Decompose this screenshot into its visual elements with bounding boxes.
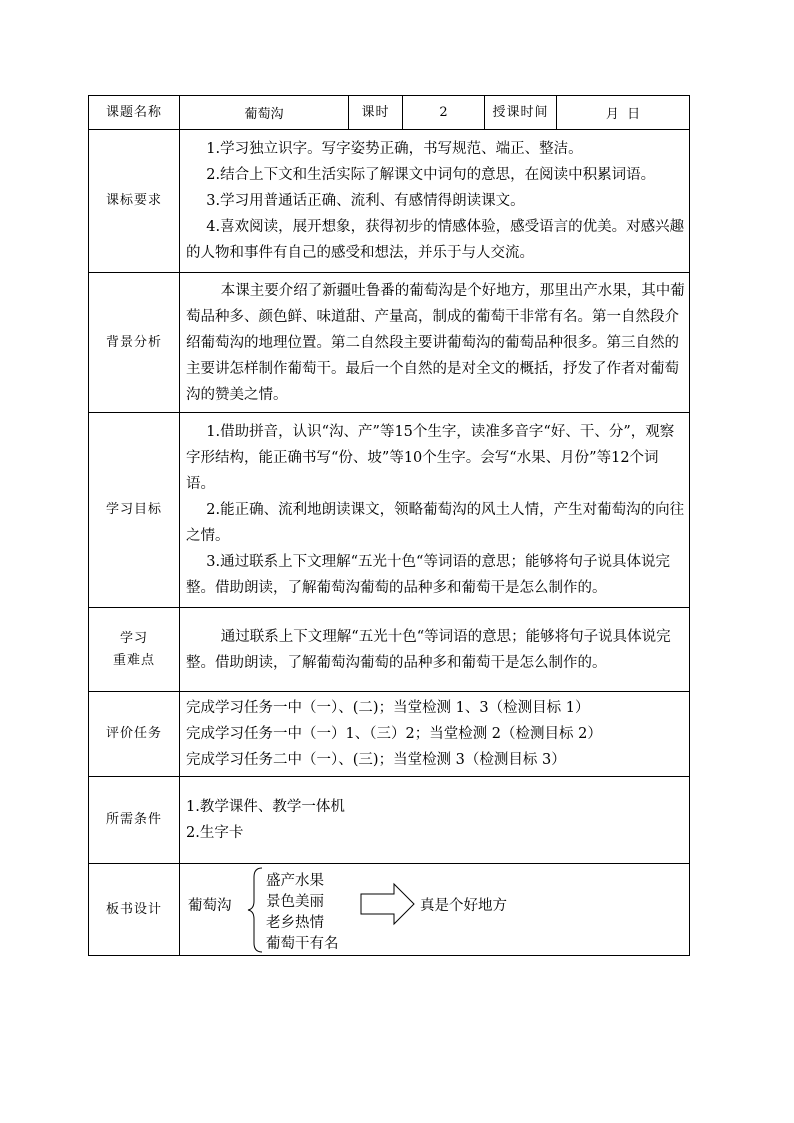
standards-row (89, 130, 690, 273)
evaluation-item: 完成学习任务一中（一）1、（三）2；当堂检测 2（检测目标 2） (186, 726, 602, 742)
topic-value: 葡萄沟 (180, 96, 349, 130)
standards-item: 4.喜欢阅读，展开想象，获得初步的情感体验，感受语言的优美。对感兴趣的人物和事件有自己的感受和想法，并乐于与人交流。 (186, 219, 685, 261)
key-points-label-line1: 学习 (119, 630, 148, 646)
background-row (89, 273, 690, 413)
goals-item: 3.通过联系上下文理解“五光十色“等词语的意思；能够将句子说具体说完整。借助朗读，了解葡萄沟葡萄的品种多和葡萄干是怎么制作的。 (186, 554, 670, 596)
evaluation-item: 完成学习任务二中（一）、(三)；当堂检测 3（检测目标 3） (186, 752, 566, 768)
topic-label: 课题名称 (89, 96, 180, 130)
board-item: 老乡热情 (266, 914, 324, 931)
standards-item: 1.学习独立识字。写字姿势正确，书写规范、端正、整洁。 (206, 141, 583, 157)
right-arrow-icon (360, 882, 416, 926)
board-items (266, 871, 339, 955)
goals-label: 学习目标 (89, 413, 180, 608)
hours-label: 课时 (349, 96, 403, 130)
board-row (89, 864, 690, 956)
evaluation-item: 完成学习任务一中（一）、(二)；当堂检测 1、3（检测目标 1） (186, 700, 590, 716)
conditions-item: 2.生字卡 (186, 825, 244, 841)
goals-item: 2.能正确、流利地朗读课文，领略葡萄沟的风土人情，产生对葡萄沟的向往之情。 (186, 502, 685, 544)
key-points-text: 通过联系上下文理解“五光十色“等词语的意思；能够将句子说具体说完整。借助朗读，了解葡萄沟葡萄的品种多和葡萄干是怎么制作的。 (186, 628, 671, 671)
conditions-item: 1.教学课件、教学一体机 (186, 799, 345, 815)
board-item: 景色美丽 (266, 893, 324, 910)
background-label: 背景分析 (89, 273, 180, 413)
standards-label: 课标要求 (89, 130, 180, 273)
lesson-plan-table (88, 95, 690, 956)
board-result: 真是个好地方 (420, 897, 507, 914)
time-value: 月 日 (557, 96, 690, 130)
key-points-label-line2: 重难点 (112, 652, 155, 668)
goals-item: 1.借助拼音，认识“沟、产”等15个生字，读准多音字“好、干、分”，观察字形结构，能正确书写“份、坡”等10个生字。会写“水果、月份”等12个词语。 (186, 424, 675, 492)
board-title: 葡萄沟 (188, 897, 232, 914)
board-label: 板书设计 (89, 864, 180, 956)
evaluation-label: 评价任务 (89, 692, 180, 777)
board-item: 盛产水果 (266, 872, 324, 889)
standards-item: 2.结合上下文和生活实际了解课文中词句的意思，在阅读中积累词语。 (206, 167, 656, 183)
key-points-label (89, 608, 180, 692)
brace-icon (242, 865, 264, 955)
conditions-row (89, 777, 690, 864)
standards-item: 3.学习用普通话正确、流利、有感情得朗读课文。 (206, 193, 525, 209)
board-item: 葡萄干有名 (266, 935, 339, 952)
background-text: 本课主要介绍了新疆吐鲁番的葡萄沟是个好地方，那里出产水果，其中葡萄品种多、颜色鲜、味道甜、产量高，制成的葡萄干非常有名。第一自然段介绍葡萄沟的地理位置。第二自然段主要讲葡萄沟的葡萄品种很多。第三自然的主要讲怎样制作葡萄干。最后一个自然的是对全文的概括，抒发了作者对葡萄沟的赞美之情。 (186, 282, 685, 403)
time-label: 授课时间 (485, 96, 557, 130)
hours-value: 2 (403, 96, 485, 130)
standards-content (180, 130, 690, 273)
goals-row (89, 413, 690, 608)
board-design (180, 865, 689, 955)
header-row (89, 96, 690, 130)
evaluation-row (89, 692, 690, 777)
key-points-row (89, 608, 690, 692)
conditions-label: 所需条件 (89, 777, 180, 864)
